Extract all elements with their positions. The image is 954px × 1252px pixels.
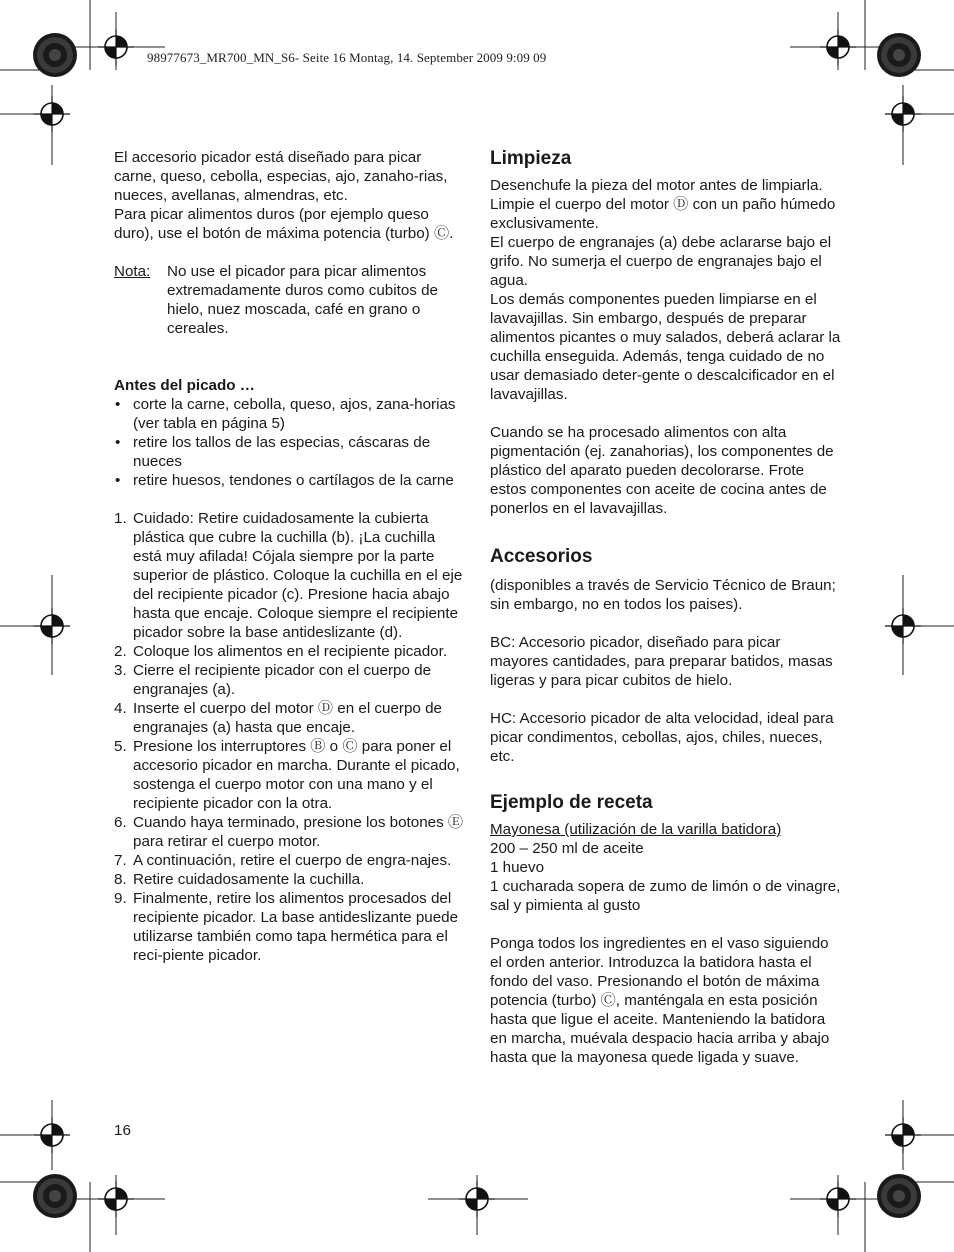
cleaning-heading: Limpieza	[490, 148, 572, 169]
step-text: Coloque los alimentos en el recipiente picador.	[133, 643, 448, 660]
step-text: Cuidado: Retire cuidadosamente la cubierta plástica que cubre la cuchilla (b). ¡La cuchilla está muy afilada! Cójala siempre por la parte superior de plástico. Coloque la cuchilla en el eje del recipiente picador (c). Presione hacia abajo hasta que encaje. Coloque siempre el recipiente picador sobre la base antideslizante (d).	[133, 510, 463, 641]
intro-paragraph-2: Para picar alimentos duros (por ejemplo queso duro), use el botón de máxima potencia (turbo) Ⓒ.	[114, 206, 454, 242]
steps-list	[114, 509, 466, 965]
recipe-instructions: Ponga todos los ingredientes en el vaso siguiendo el orden anterior. Introduzca la batidora hasta el fondo del vaso. Presionando el botón de máxima potencia (turbo) Ⓒ, manténgala en esta posición hasta que ligue el aceite. Manteniendo la batidora en marcha, muévala despacio hacia arriba y abajo hasta que la mayonesa quede ligada y suave.	[490, 935, 830, 1066]
step-number: 8.	[114, 871, 127, 888]
step-number: 9.	[114, 890, 127, 907]
step-number: 2.	[114, 643, 127, 660]
note-text: No use el picador para picar alimentos extremadamente duros como cubitos de hielo, nuez moscada, café en grano o cereales.	[167, 263, 438, 337]
right-column	[490, 148, 842, 1067]
accessory-bc: BC: Accesorio picador, diseñado para picar mayores cantidades, para preparar batidos, masas ligeras y para picar cubitos de hielo.	[490, 634, 833, 689]
step-number: 4.	[114, 700, 127, 717]
step-number: 7.	[114, 852, 127, 869]
list-item: • retire los tallos de las especias, cáscaras de nueces	[114, 433, 466, 471]
step-item	[114, 870, 466, 889]
step-item	[114, 813, 466, 851]
list-item: • corte la carne, cebolla, queso, ajos, zana-horias (ver tabla en página 5)	[114, 395, 466, 433]
accessory-hc: HC: Accesorio picador de alta velocidad, ideal para picar condimentos, cebollas, ajos, chiles, nueces, etc.	[490, 710, 834, 765]
step-text: Cierre el recipiente picador con el cuerpo de engranajes (a).	[133, 662, 432, 698]
step-item	[114, 737, 466, 813]
left-column	[114, 148, 466, 965]
before-chopping-heading: Antes del picado …	[114, 377, 255, 394]
print-header: 98977673_MR700_MN_S6- Seite 16 Montag, 14. September 2009 9:09 09	[147, 50, 547, 65]
recipe-title-name: Mayonesa	[490, 821, 561, 838]
cleaning-paragraph: Cuando se ha procesado alimentos con alta pigmentación (ej. zanahorias), los componentes de plástico del aparato pueden decolorarse. Frote estos componentes con aceite de cocina antes de ponerlos en el lavavajillas.	[490, 424, 834, 517]
cleaning-paragraph: Limpie el cuerpo del motor Ⓓ con un paño húmedo exclusivamente.	[490, 196, 836, 232]
step-number: 6.	[114, 814, 127, 831]
step-item	[114, 699, 466, 737]
recipe-title-note: (utilización de la varilla batidora)	[560, 821, 782, 838]
step-item	[114, 889, 466, 965]
step-text: Cuando haya terminado, presione los botones Ⓔ para retirar el cuerpo motor.	[133, 814, 464, 850]
note-block	[114, 262, 466, 338]
step-number: 5.	[114, 738, 127, 755]
step-text: Presione los interruptores Ⓑ o Ⓒ para poner el accesorio picador en marcha. Durante el picado, sostenga el cuerpo motor con una mano y el recipiente picador con la otra.	[133, 738, 460, 812]
cleaning-paragraph: El cuerpo de engranajes (a) debe aclararse bajo el grifo. No sumerja el cuerpo de engranajes bajo el agua.	[490, 234, 832, 289]
step-item	[114, 661, 466, 699]
recipe-title	[490, 820, 842, 839]
ingredient: 1 huevo	[490, 859, 545, 876]
step-text: Finalmente, retire los alimentos procesados del recipiente picador. La base antideslizante puede utilizarse también como tapa hermética para el reci-piente picador.	[133, 890, 459, 964]
accessories-paragraph: (disponibles a través de Servicio Técnico de Braun; sin embargo, no en todos los paises).	[490, 577, 836, 613]
cleaning-paragraph: Los demás componentes pueden limpiarse en el lavavajillas. Sin embargo, después de preparar alimentos picantes o muy salados, deberá aclarar la cuchilla enseguida. Además, tenga cuidado de no usar demasiado deter-gente o descalcificador en el lavavajillas.	[490, 291, 841, 403]
step-text: Retire cuidadosamente la cuchilla.	[133, 871, 365, 888]
recipe-heading: Ejemplo de receta	[490, 792, 653, 813]
step-text: Inserte el cuerpo del motor Ⓓ en el cuerpo de engranajes (a) hasta que encaje.	[133, 700, 442, 736]
step-text: A continuación, retire el cuerpo de engra-najes.	[133, 852, 452, 869]
step-item	[114, 509, 466, 642]
cleaning-paragraph: Desenchufe la pieza del motor antes de limpiarla.	[490, 177, 823, 194]
intro-paragraph: El accesorio picador está diseñado para picar carne, queso, cebolla, especias, ajo, zanaho-rias, nueces, avellanas, almendras, etc.	[114, 149, 448, 204]
prep-bullet-list	[114, 395, 466, 490]
note-label: Nota:	[114, 263, 151, 280]
step-item	[114, 642, 466, 661]
step-item	[114, 851, 466, 870]
step-number: 3.	[114, 662, 127, 679]
ingredient: 1 cucharada sopera de zumo de limón o de vinagre, sal y pimienta al gusto	[490, 878, 841, 914]
page-number: 16	[114, 1122, 131, 1139]
list-item: • retire huesos, tendones o cartílagos de la carne	[114, 471, 466, 490]
accessories-heading: Accesorios	[490, 546, 593, 567]
ingredient: 200 – 250 ml de aceite	[490, 840, 644, 857]
step-number: 1.	[114, 510, 127, 527]
